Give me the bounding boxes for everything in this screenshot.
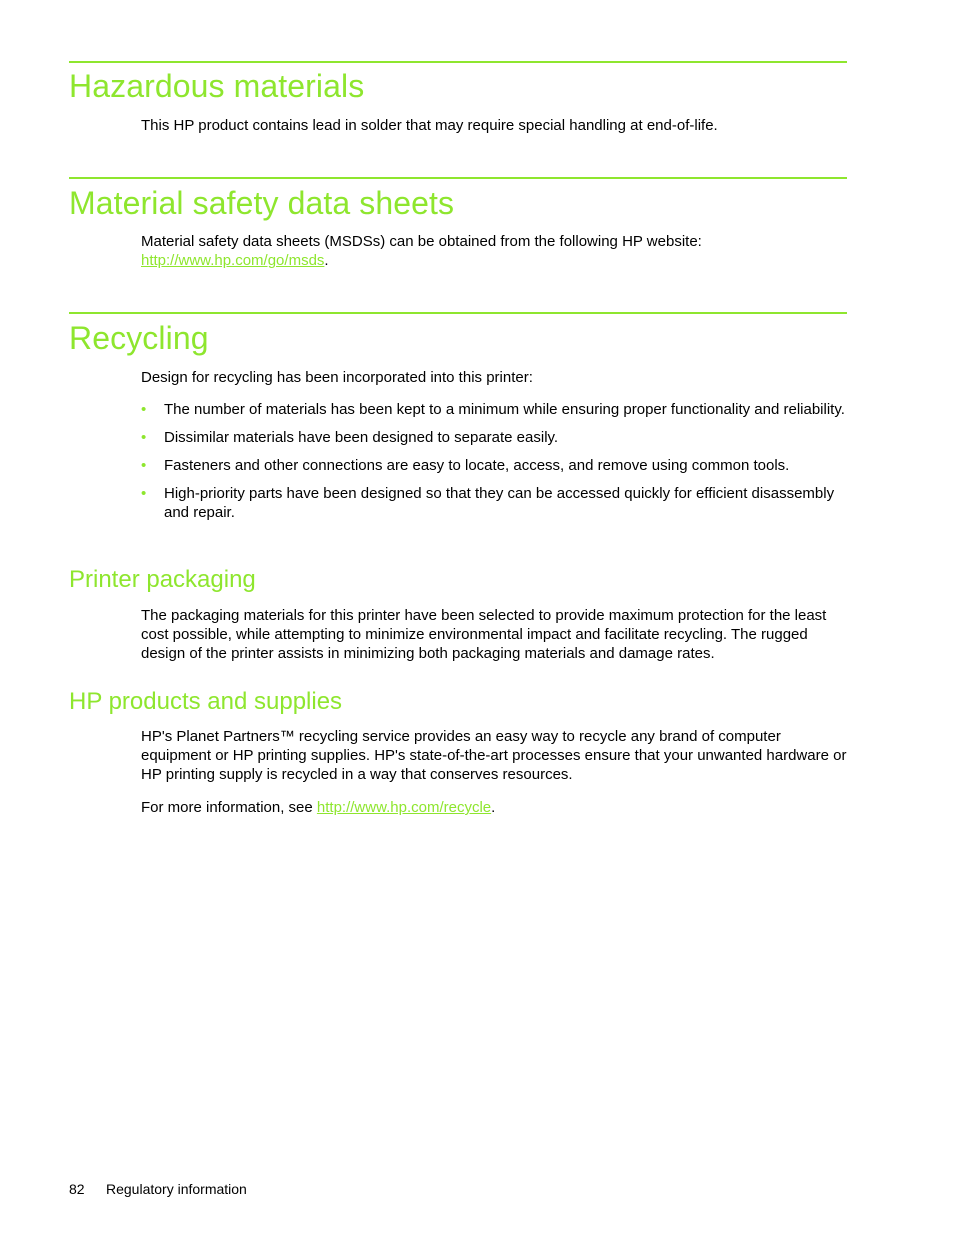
more-information — [141, 798, 849, 817]
hazardous-materials-text: This HP product contains lead in solder that may require special handling at end-of-life. — [141, 117, 718, 134]
page-number: 82 — [69, 1181, 85, 1197]
hp-products-text: HP's Planet Partners™ recycling service provides an easy way to recycle any brand of computer equipment or HP printing supplies. HP's state-of-the-art processes ensure that your unwanted hardware or HP printing supply is recycled in a way that conserves resources. — [141, 728, 847, 783]
bullet-icon: • — [141, 429, 147, 446]
msds-link-suffix: . — [324, 252, 329, 269]
recycling-heading: Recycling — [69, 320, 209, 356]
list-item-text: High-priority parts have been designed so that they can be accessed quickly for efficient disassembly and repair. — [164, 485, 835, 521]
recycling-bullet-list — [141, 400, 849, 531]
recycle-link[interactable]: http://www.hp.com/recycle — [316, 799, 492, 816]
recycling-intro: Design for recycling has been incorporated into this printer: — [141, 369, 533, 386]
bullet-icon: • — [141, 401, 147, 418]
msds-text — [141, 232, 849, 270]
hp-products-heading: HP products and supplies — [69, 688, 343, 715]
hazardous-materials-heading: Hazardous materials — [69, 68, 365, 104]
bullet-icon: • — [141, 485, 147, 502]
section-divider — [69, 61, 847, 63]
msds-body: Material safety data sheets (MSDSs) can be obtained from the following HP website: — [141, 233, 702, 250]
more-information-suffix: . — [491, 799, 496, 816]
msds-heading: Material safety data sheets — [69, 185, 455, 221]
list-item-text: Fasteners and other connections are easy to locate, access, and remove using common tools. — [164, 457, 790, 474]
more-information-prefix: For more information, see — [141, 799, 317, 816]
msds-link[interactable]: http://www.hp.com/go/msds — [141, 252, 325, 269]
footer-section-name: Regulatory information — [106, 1181, 247, 1197]
list-item — [141, 428, 849, 447]
list-item — [141, 456, 849, 475]
printer-packaging-text: The packaging materials for this printer have been selected to provide maximum protection for the least cost possible, while attempting to minimize environmental impact and facilitate recycling. The rugged design of the printer assists in minimizing both packaging materials and damage rates. — [141, 607, 827, 662]
page-footer — [69, 1180, 247, 1198]
list-item — [141, 400, 849, 419]
list-item — [141, 484, 849, 522]
list-item-text: Dissimilar materials have been designed to separate easily. — [164, 429, 559, 446]
printer-packaging-heading: Printer packaging — [69, 566, 256, 593]
section-divider — [69, 177, 847, 179]
bullet-icon: • — [141, 457, 147, 474]
section-divider — [69, 312, 847, 314]
list-item-text: The number of materials has been kept to a minimum while ensuring proper functionality and reliability. — [164, 401, 845, 418]
